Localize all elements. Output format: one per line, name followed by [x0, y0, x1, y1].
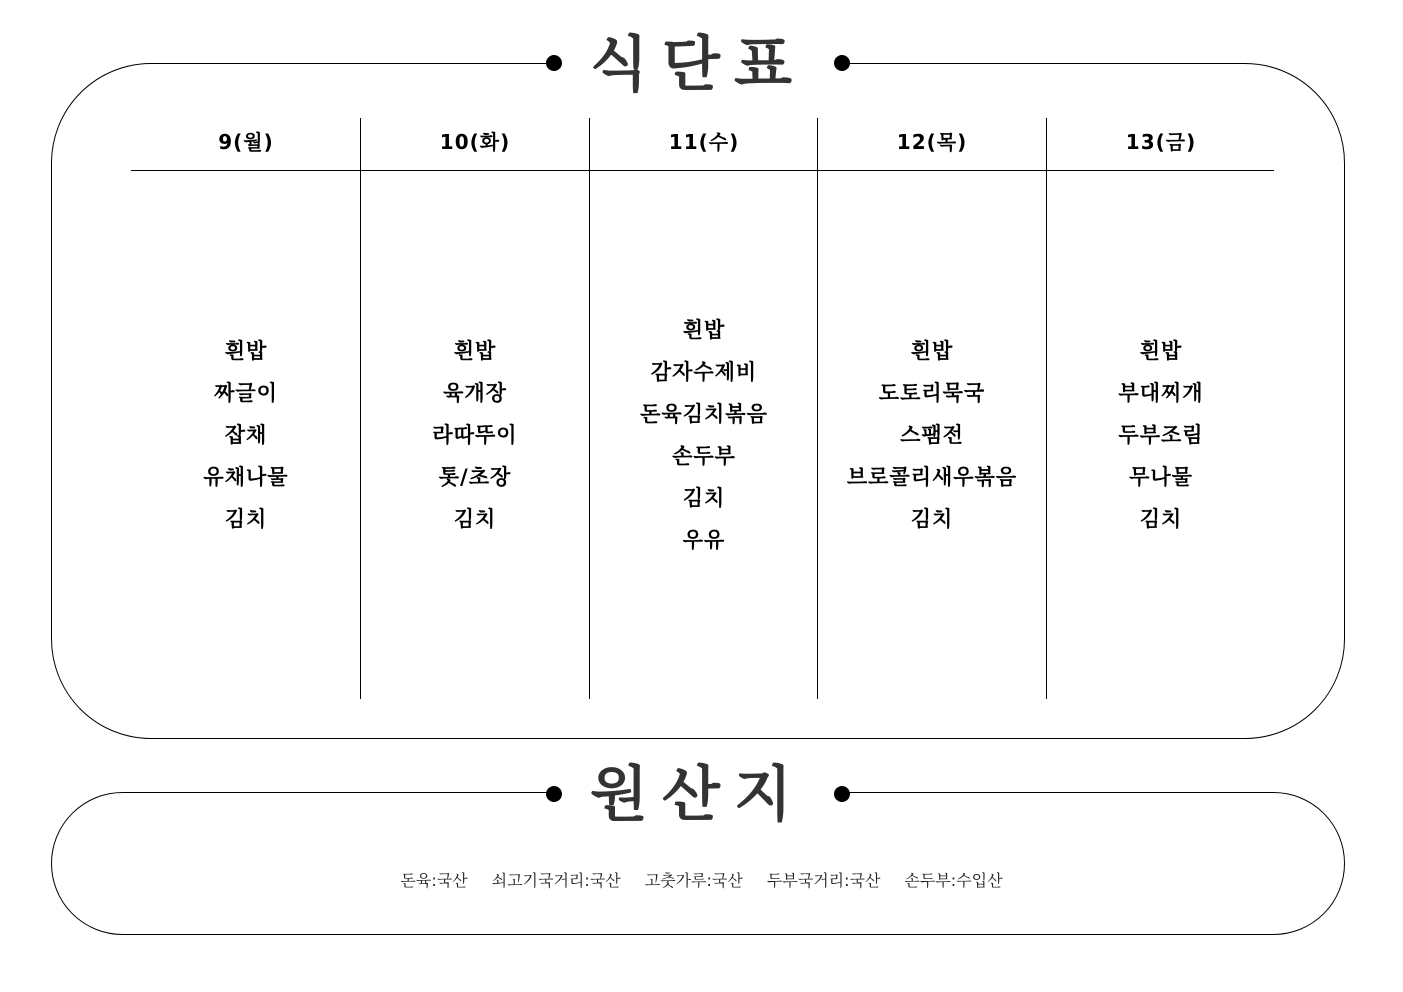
- dish-item: 짜글이: [214, 380, 278, 405]
- origin-list: [0, 868, 1403, 891]
- dish-item: 손두부: [672, 443, 736, 468]
- dish-item: 김치: [453, 506, 497, 531]
- menu-title: 식단표: [590, 30, 806, 100]
- menu-title-container: [548, 30, 848, 100]
- dish-item: 우유: [682, 527, 726, 552]
- dish-list: [1047, 170, 1275, 699]
- origin-item: 쇠고기국거리:국산: [491, 871, 621, 890]
- day-header: 11(수): [668, 130, 740, 154]
- origin-item: 손두부:수입산: [904, 871, 1003, 890]
- origin-item: 돈육:국산: [400, 871, 468, 890]
- dish-list: [590, 170, 818, 699]
- day-column-thu: [818, 118, 1046, 699]
- menu-title-left-dot: [546, 55, 562, 71]
- origin-title-left-dot: [546, 786, 562, 802]
- day-column-mon: [132, 118, 360, 699]
- dish-item: 브로콜리새우볶음: [846, 464, 1018, 489]
- dish-item: 잡채: [224, 422, 268, 447]
- dish-item: 감자수제비: [650, 359, 758, 384]
- menu-title-right-dot: [834, 55, 850, 71]
- day-column-wed: [590, 118, 818, 699]
- dish-item: 김치: [682, 485, 726, 510]
- day-header: 9(월): [218, 130, 274, 154]
- origin-title-right-dot: [834, 786, 850, 802]
- day-header: 12(목): [896, 130, 968, 154]
- dish-item: 김치: [1139, 506, 1183, 531]
- dish-item: 톳/초장: [438, 464, 512, 489]
- origin-title: 원산지: [590, 760, 806, 830]
- dish-item: 부대찌개: [1118, 380, 1204, 405]
- dish-item: 흰밥: [910, 338, 954, 363]
- dish-list: [818, 170, 1046, 699]
- dish-item: 김치: [224, 506, 268, 531]
- dish-item: 흰밥: [682, 317, 726, 342]
- dish-item: 도토리묵국: [878, 380, 986, 405]
- dish-item: 돈육김치볶음: [640, 401, 768, 426]
- dish-item: 무나물: [1129, 464, 1193, 489]
- origin-item: 두부국거리:국산: [766, 871, 881, 890]
- dish-item: 라따뚜이: [432, 422, 518, 447]
- dish-item: 스팸전: [900, 422, 964, 447]
- dish-item: 흰밥: [453, 338, 497, 363]
- dish-item: 김치: [910, 506, 954, 531]
- dish-item: 흰밥: [224, 338, 268, 363]
- dish-list: [361, 170, 589, 699]
- day-header: 13(금): [1125, 130, 1197, 154]
- origin-item: 고춧가루:국산: [644, 871, 743, 890]
- day-header: 10(화): [439, 130, 511, 154]
- dish-item: 육개장: [443, 380, 507, 405]
- day-column-tue: [361, 118, 589, 699]
- dish-item: 흰밥: [1139, 338, 1183, 363]
- day-column-fri: [1047, 118, 1275, 699]
- dish-item: 유채나물: [203, 464, 289, 489]
- origin-title-container: [548, 760, 848, 830]
- dish-list: [132, 170, 360, 699]
- dish-item: 두부조림: [1118, 422, 1204, 447]
